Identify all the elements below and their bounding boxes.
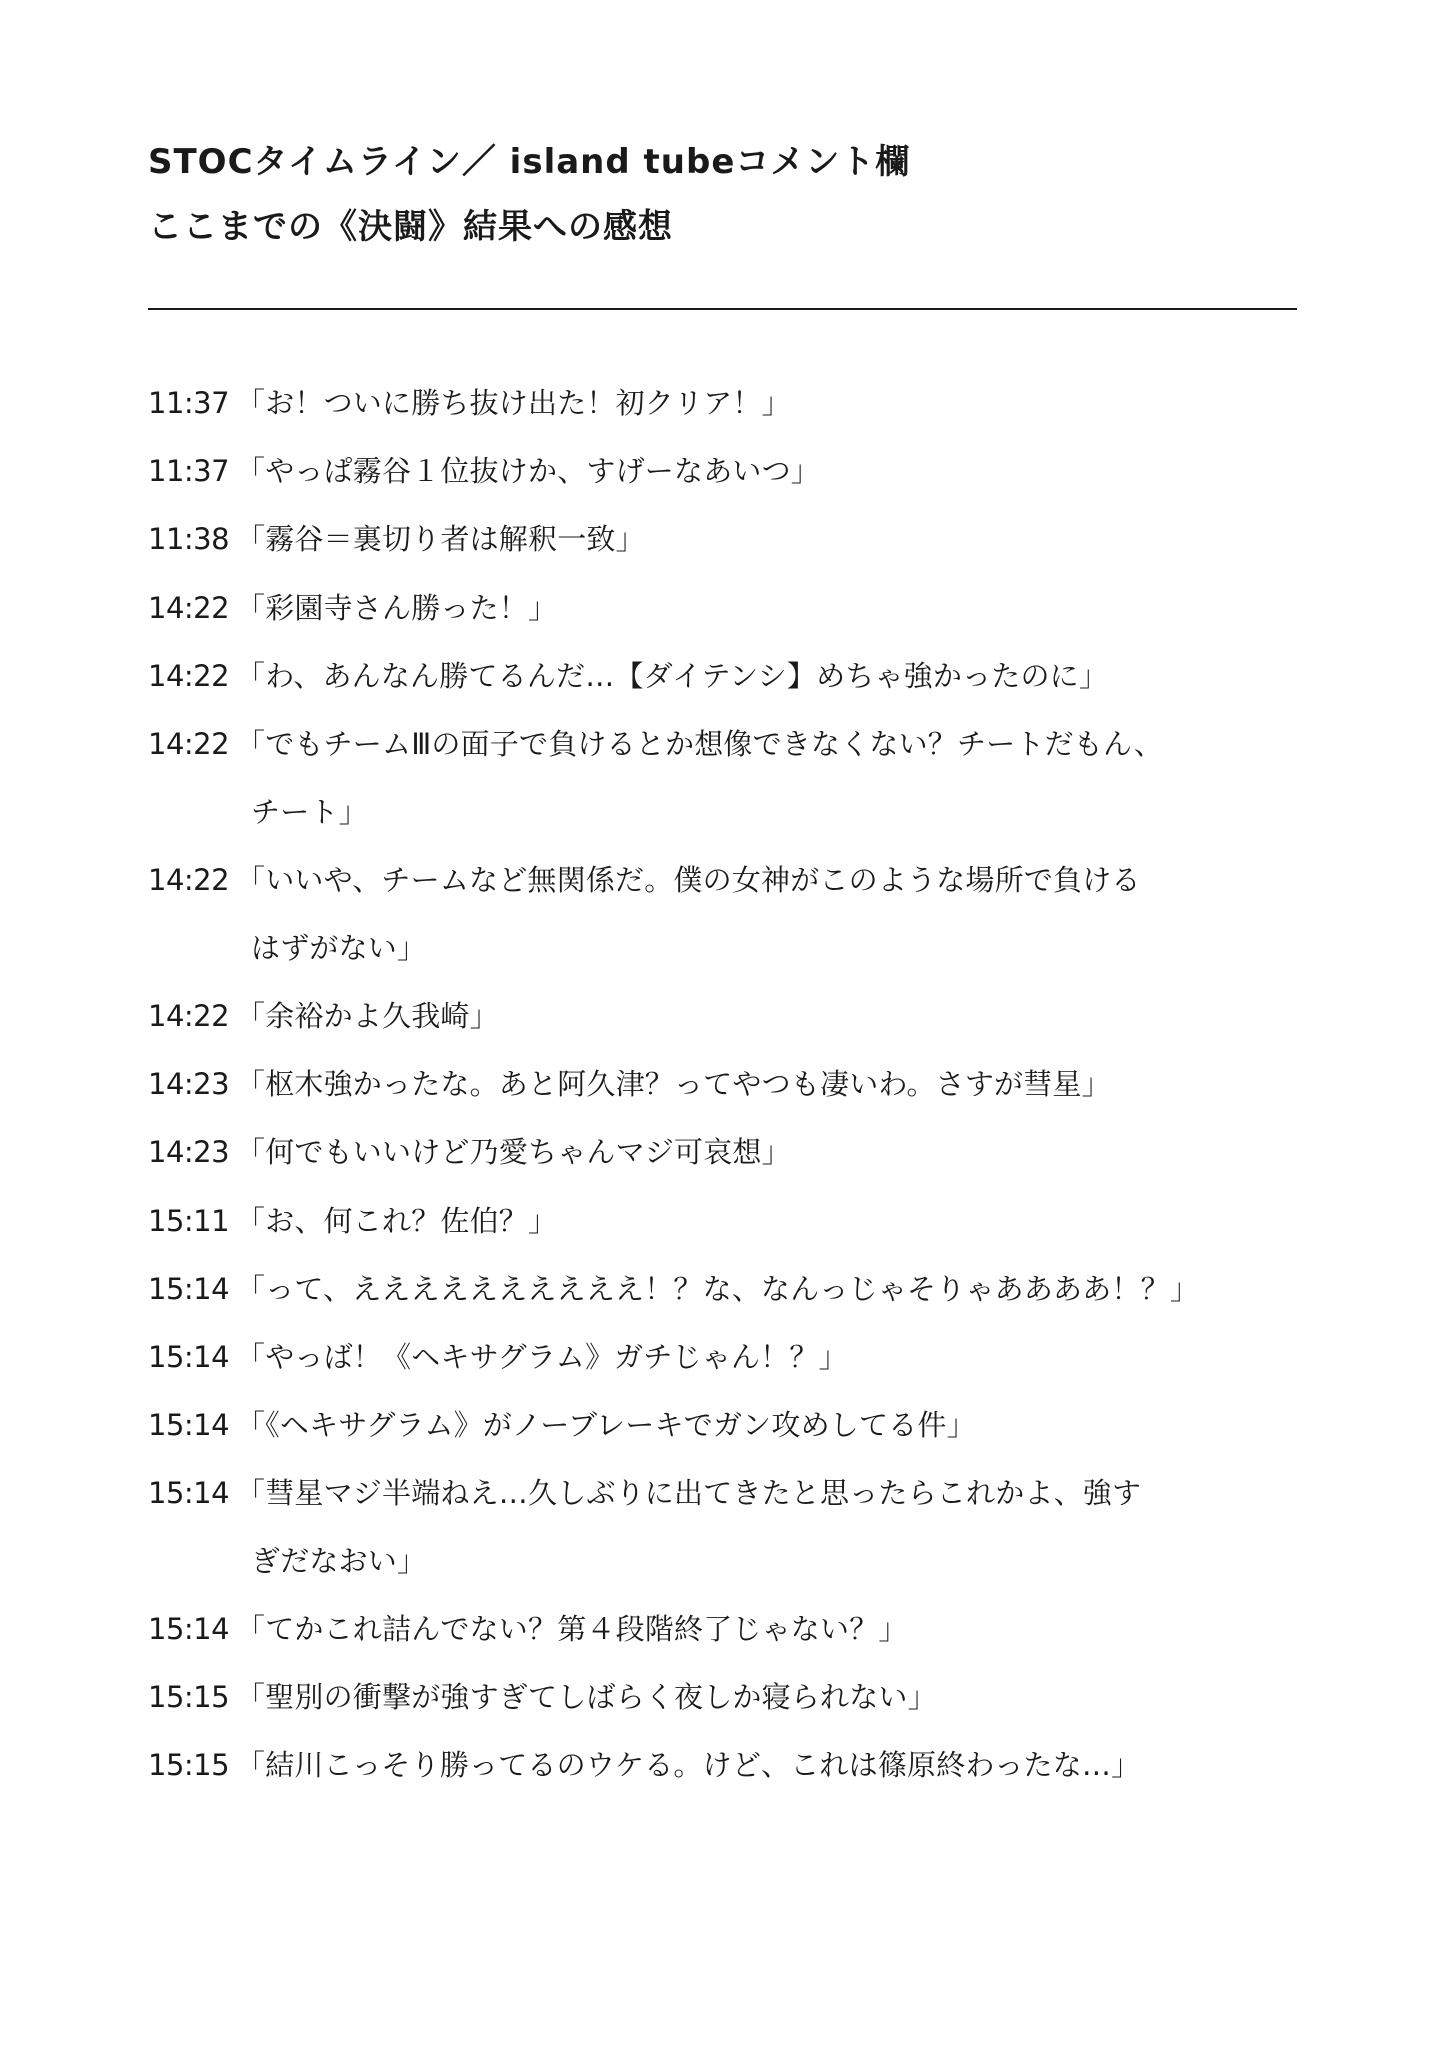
comment-text-continuation: はずがない」: [251, 931, 427, 965]
comment-text-line: 「でもチームⅢの面子で負けるとか想像できなくない？チートだもん、: [236, 727, 1164, 761]
comment-time: 15:14: [148, 1340, 230, 1374]
comment-time: 14:22: [148, 591, 230, 625]
page-header: [148, 140, 1298, 249]
comment-time: 15:15: [148, 1680, 230, 1714]
comment-text: 「やっば！《ヘキサグラム》ガチじゃん！？」: [236, 1340, 848, 1374]
page-subtitle: ここまでの《決闘》結果への感想: [148, 207, 673, 247]
comment-time: 14:23: [148, 1135, 230, 1169]
comment-group: [148, 1203, 1318, 1783]
comment-entry: [148, 1339, 1318, 1375]
comment-text-continuation: ぎだなおい」: [251, 1544, 427, 1578]
comment-entry: [148, 1679, 1318, 1715]
comment-text-line: 「彗星マジ半端ねえ…久しぶりに出てきたと思ったらこれかよ、強す: [236, 1476, 1142, 1510]
comment-entry: [148, 521, 1318, 557]
comment-text: 「お！ついに勝ち抜け出た！初クリア！」: [236, 386, 791, 420]
comment-text: 「枢木強かったな。あと阿久津？ってやつも凄いわ。さすが彗星」: [236, 1067, 1111, 1101]
comment-time: 14:22: [148, 659, 230, 693]
comment-text-continuation: チート」: [251, 795, 368, 829]
comment-entry: [148, 1407, 1318, 1443]
comment-text: 「やっぱ霧谷１位抜けか、すげーなあいつ」: [236, 454, 821, 488]
comment-entry: [148, 998, 1318, 1034]
comment-time: 15:14: [148, 1612, 230, 1646]
comment-text-line: 「いいや、チームなど無関係だ。僕の女神がこのような場所で負ける: [236, 863, 1141, 897]
comment-entry: [148, 1203, 1318, 1239]
comment-text: 「結川こっそり勝ってるのウケる。けど、これは篠原終わったな…」: [236, 1748, 1141, 1782]
comment-entry: [148, 385, 1318, 421]
comment-entry: [148, 1066, 1318, 1102]
comment-text: [236, 726, 1321, 830]
comment-timeline: [148, 385, 1318, 1783]
comment-text: 「お、何これ？佐伯？」: [236, 1204, 558, 1238]
comment-entry: [148, 1747, 1318, 1783]
comment-text: 「《ヘキサグラム》がノーブレーキでガン攻めしてる件」: [236, 1408, 976, 1442]
comment-time: 15:14: [148, 1476, 230, 1510]
comment-text: [236, 862, 1321, 966]
comment-text: 「彩園寺さん勝った！」: [236, 591, 558, 625]
comment-text: 「余裕かよ久我崎」: [236, 999, 499, 1033]
comment-text: 「何でもいいけど乃愛ちゃんマジ可哀想」: [236, 1135, 791, 1169]
comment-text: [236, 1475, 1321, 1579]
comment-text: 「わ、あんなん勝てるんだ…【ダイテンシ】めちゃ強かったのに」: [236, 659, 1109, 693]
comment-time: 15:14: [148, 1408, 230, 1442]
comment-group: [148, 590, 1318, 1170]
comment-entry: [148, 658, 1318, 694]
comment-time: 11:37: [148, 454, 230, 488]
comment-entry: [148, 1475, 1318, 1579]
comment-time: 15:14: [148, 1272, 230, 1306]
comment-time: 14:22: [148, 863, 230, 897]
comment-entry: [148, 590, 1318, 626]
comment-time: 14:22: [148, 999, 230, 1033]
comment-entry: [148, 453, 1318, 489]
comment-entry: [148, 1271, 1318, 1307]
comment-time: 14:23: [148, 1067, 230, 1101]
comment-text: 「って、ええええええええええ！？な、なんっじゃそりゃああああ！？」: [236, 1272, 1200, 1306]
comment-time: 11:38: [148, 522, 230, 556]
page-title: STOCタイムライン／ island tubeコメント欄: [148, 142, 911, 182]
comment-time: 14:22: [148, 727, 230, 761]
header-divider: [148, 308, 1297, 310]
comment-time: 15:15: [148, 1748, 230, 1782]
comment-time: 15:11: [148, 1204, 230, 1238]
comment-entry: [148, 726, 1318, 830]
comment-text: 「霧谷＝裏切り者は解釈一致」: [236, 522, 645, 556]
comment-text: 「てかこれ詰んでない？第４段階終了じゃない？」: [236, 1612, 908, 1646]
comment-entry: [148, 1134, 1318, 1170]
comment-text: 「聖別の衝撃が強すぎてしばらく夜しか寝られない」: [236, 1680, 937, 1714]
comment-time: 11:37: [148, 386, 230, 420]
comment-entry: [148, 1611, 1318, 1647]
comment-entry: [148, 862, 1318, 966]
comment-group: [148, 385, 1318, 557]
